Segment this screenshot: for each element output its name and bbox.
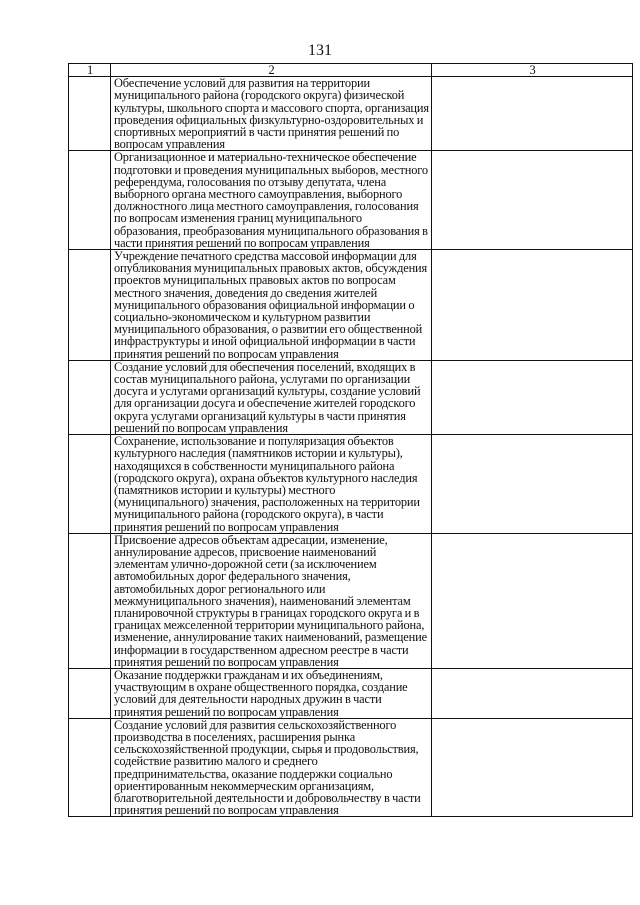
table-row — [69, 668, 633, 718]
table-cell-col3 — [432, 77, 633, 151]
table-cell-col1 — [69, 718, 111, 817]
table-cell-col3 — [432, 435, 633, 534]
table-cell-col3 — [432, 151, 633, 250]
table-cell-col1 — [69, 151, 111, 250]
table-cell-col1 — [69, 77, 111, 151]
table-cell-col1 — [69, 435, 111, 534]
table-cell-col1 — [69, 533, 111, 668]
table-cell-description: Обеспечение условий для развития на территории муниципального района (городского округа) физической культуры, школьного спорта и массового спорта, организация проведения официальных физкультурно-оздоровительных и спортивных мероприятий в части принятия решений по вопросам управления — [111, 77, 432, 151]
table-cell-col1 — [69, 360, 111, 434]
table-row — [69, 435, 633, 534]
table-cell-col1 — [69, 250, 111, 361]
table-cell-description: Учреждение печатного средства массовой информации для опубликования муниципальных правовых актов, обсуждения проектов муниципальных правовых актов по вопросам местного значения, доведения до сведения жителей муниципального образования официальной информации о социально-экономическом и культурном развитии муниципального образования, о развитии его общественной инфраструктуры и иной официальной информации в части принятия решений по вопросам управления — [111, 250, 432, 361]
table-cell-col3 — [432, 533, 633, 668]
table-cell-description: Создание условий для развития сельскохозяйственного производства в поселениях, расширения рынка сельскохозяйственной продукции, сырья и продовольствия, содействие развитию малого и среднего предпринимательства, оказание поддержки социально ориентированным некоммерческим организациям, благотворительной деятельности и добровольчеству в части принятия решений по вопросам управления — [111, 718, 432, 817]
table-cell-col3 — [432, 718, 633, 817]
table-cell-description: Организационное и материально-техническое обеспечение подготовки и проведения муниципальных выборов, местного референдума, голосования по отзыву депутата, члена выборного органа местного самоуправления, выборного должностного лица местного самоуправления, голосования по вопросам изменения границ муниципального образования, преобразования муниципального образования в части принятия решений по вопросам управления — [111, 151, 432, 250]
page-number: 131 — [308, 42, 332, 59]
table-cell-description: Создание условий для обеспечения поселений, входящих в состав муниципального района, услугами по организации досуга и услугами организаций культуры, создание условий для организации досуга и обеспечение жителей городского округа услугами организаций культуры в части принятия решений по вопросам управления — [111, 360, 432, 434]
table-row — [69, 250, 633, 361]
table-cell-col1 — [69, 668, 111, 718]
table-row — [69, 77, 633, 151]
table-cell-description: Оказание поддержки гражданам и их объединениям, участвующим в охране общественного порядка, создание условий для деятельности народных дружин в части принятия решений по вопросам управления — [111, 668, 432, 718]
column-header-2: 2 — [111, 64, 432, 77]
table-header-row — [69, 64, 633, 77]
table-cell-col3 — [432, 250, 633, 361]
table-cell-description: Присвоение адресов объектам адресации, изменение, аннулирование адресов, присвоение наименований элементам улично-дорожной сети (за исключением автомобильных дорог федерального значения, автомобильных дорог регионального или межмуниципального значения), наименований элементам планировочной структуры в границах городского округа и в границах межселенной территории муниципального района, изменение, аннулирование таких наименований, размещение информации в государственном адресном реестре в части принятия решений по вопросам управления — [111, 533, 432, 668]
document-table — [68, 63, 633, 817]
table-row — [69, 360, 633, 434]
table-row — [69, 151, 633, 250]
column-header-3: 3 — [432, 64, 633, 77]
table-cell-description: Сохранение, использование и популяризация объектов культурного наследия (памятников истории и культуры), находящихся в собственности муниципального района (городского округа), охрана объектов культурного наследия (памятников истории и культуры) местного (муниципального) значения, расположенных на территории муниципального района (городского округа), в части принятия решений по вопросам управления — [111, 435, 432, 534]
column-header-1: 1 — [69, 64, 111, 77]
table-cell-col3 — [432, 360, 633, 434]
table-row — [69, 718, 633, 817]
table-row — [69, 533, 633, 668]
table-cell-col3 — [432, 668, 633, 718]
